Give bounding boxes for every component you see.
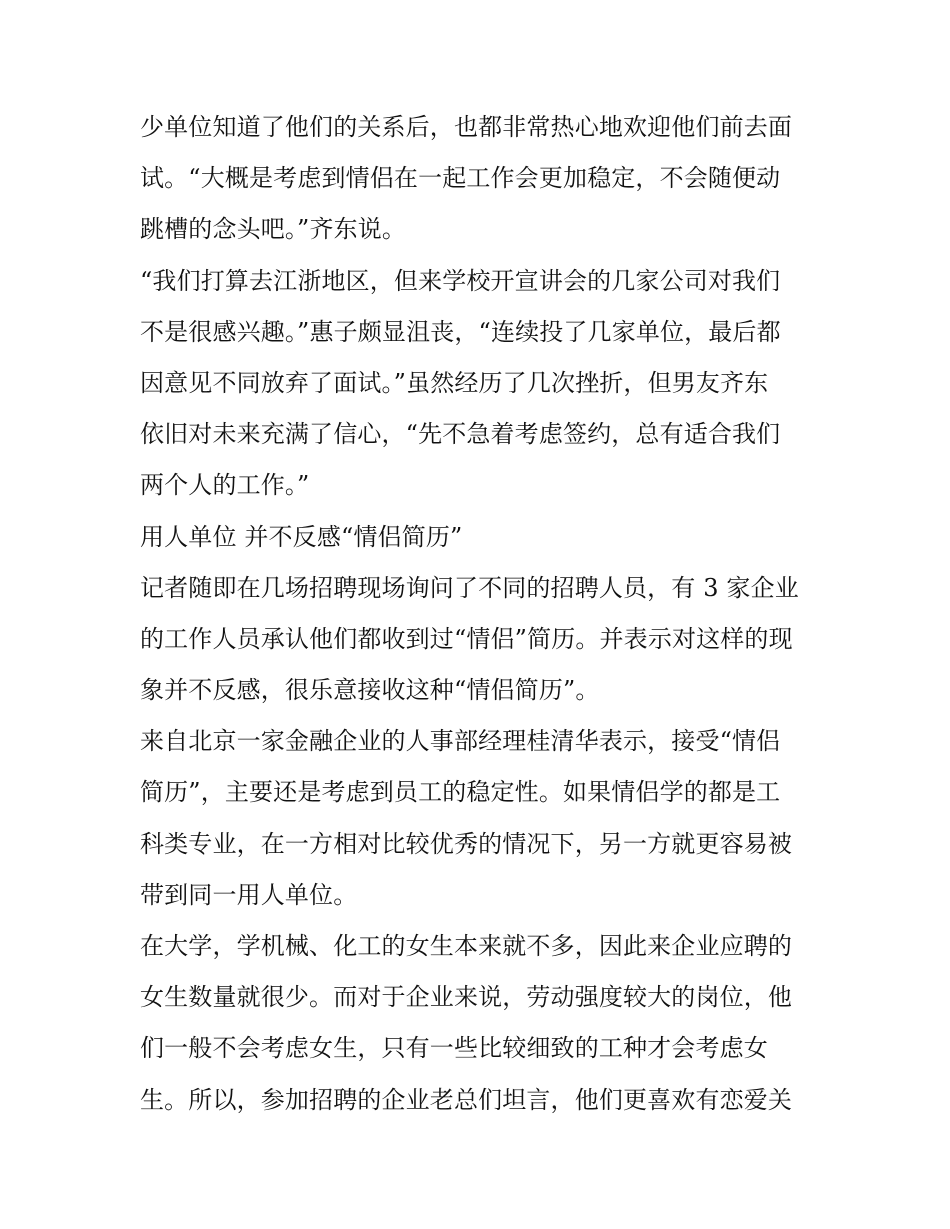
text-line: 的工作人员承认他们都收到过“情侣”简历。并表示对这样的现 (140, 624, 793, 653)
text-line: 两个人的工作。” (140, 471, 310, 500)
text-line: 不是很感兴趣。”惠子颇显沮丧，“连续投了几家单位，最后都 (140, 317, 781, 346)
text-line: 来自北京一家金融企业的人事部经理桂清华表示，接受“情侣 (140, 727, 781, 756)
text-line: 女生数量就很少。而对于企业来说，劳动强度较大的岗位，他 (140, 983, 793, 1012)
document-body (140, 102, 820, 1126)
text-line: 们一般不会考虑女生，只有一些比较细致的工种才会考虑女 (140, 1034, 768, 1063)
section-heading: 用人单位 并不反感“情侣简历” (140, 522, 463, 551)
text-line: 象并不反感，很乐意接收这种“情侣简历”。 (140, 676, 600, 705)
text-line: 跳槽的念头吧。”齐东说。 (140, 215, 407, 244)
text-line: 带到同一用人单位。 (140, 880, 358, 909)
text-line: 生。所以，参加招聘的企业老总们坦言，他们更喜欢有恋爱关 (140, 1085, 793, 1114)
text-line: 因意见不同放弃了面试。”虽然经历了几次挫折，但男友齐东 (140, 368, 769, 397)
text-line: 少单位知道了他们的关系后，也都非常热心地欢迎他们前去面 (140, 113, 793, 141)
text-line: 在大学，学机械、化工的女生本来就不多，因此来企业应聘的 (140, 932, 793, 960)
text-line: “我们打算去江浙地区，但来学校开宣讲会的几家公司对我们 (140, 266, 781, 295)
text-line: 试。“大概是考虑到情侣在一起工作会更加稳定，不会随便动 (140, 164, 781, 193)
text-line: 依旧对未来充满了信心，“先不急着考虑签约，总有适合我们 (140, 420, 781, 449)
text-line: 记者随即在几场招聘现场询问了不同的招聘人员，有 3 家企业 (140, 573, 799, 602)
text-line: 简历”，主要还是考虑到员工的稳定性。如果情侣学的都是工 (140, 778, 781, 807)
text-line: 科类专业，在一方相对比较优秀的情况下，另一方就更容易被 (140, 829, 793, 858)
